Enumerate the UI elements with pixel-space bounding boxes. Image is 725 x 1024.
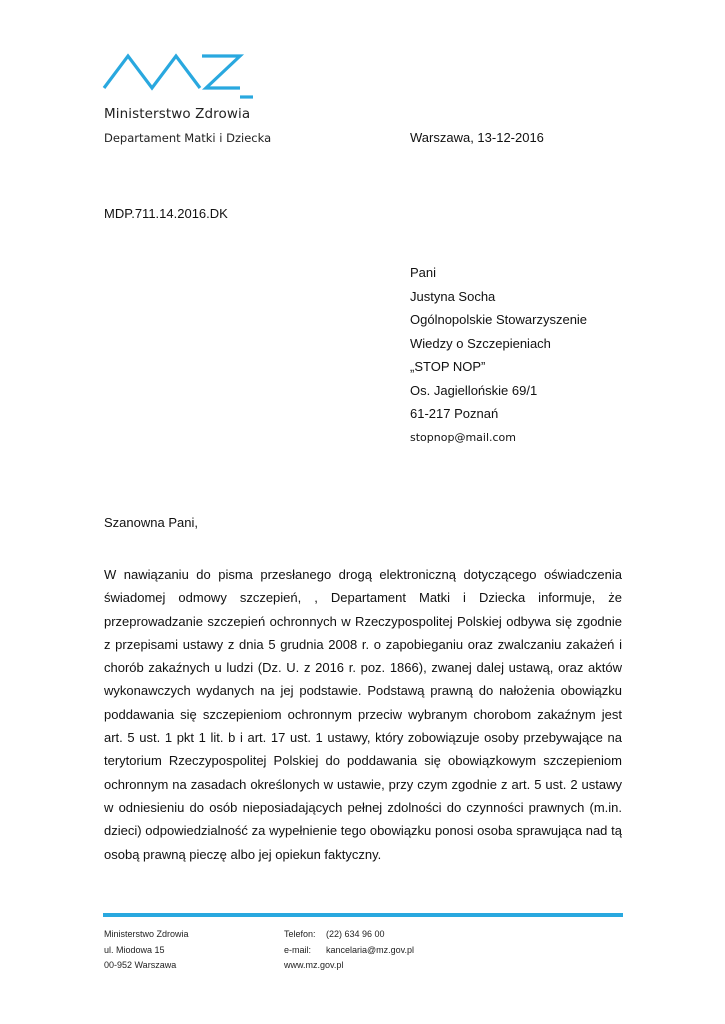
- reference-number: MDP.711.14.2016.DK: [104, 206, 228, 221]
- footer-address-line: Ministerstwo Zdrowia: [104, 929, 189, 939]
- letter-body-paragraph: W nawiązaniu do pisma przesłanego drogą elektroniczną dotyczącego oświadczenia świadomej odmowy szczepień, , Departament Matki i Dziecka informuje, że przeprowadzanie szczepień ochronnych w Rzeczypospolitej Polskiej odbywa się zgodnie z przepisami ustawy z dnia 5 grudnia 2008 r. o zapobieganiu oraz zwalczaniu zakażeń i chorób zakaźnych u ludzi (Dz. U. z 2016 r. poz. 1866), zwanej dalej ustawą, oraz aktów wykonawczych wydanych na jej podstawie. Podstawą prawną do nałożenia obowiązku poddawania się szczepieniom ochronnym przeciw wybranym chorobom zakaźnym jest art. 5 ust. 1 pkt 1 lit. b i art. 17 ust. 1 ustawy, który zobowiązuje osoby przebywające na terytorium Rzeczypospolitej Polskiej do poddawania się obowiązkowym szczepieniom ochronnym na zasadach określonych w ustawie, przy czym zgodnie z art. 5 ust. 2 ustawy w odniesieniu do osób nieposiadających pełnej zdolności do czynności prawnych (m.in. dzieci) odpowiedzialność za wypełnienie tego obowiązku ponosi osoba sprawująca nad tą osobą prawną pieczę albo jej opiekun faktyczny.: [104, 567, 622, 862]
- recipient-line: Os. Jagiellońskie 69/1: [410, 382, 538, 398]
- recipient-line: „STOP NOP”: [410, 359, 486, 374]
- footer-address-line: ul. Miodowa 15: [104, 944, 165, 955]
- ministry-name: Ministerstwo Zdrowia: [104, 106, 251, 122]
- footer-email-link[interactable]: kancelaria@mz.gov.pl: [326, 944, 415, 955]
- footer-website-link[interactable]: www.mz.gov.pl: [284, 960, 344, 970]
- footer-phone: (22) 634 96 00: [326, 929, 385, 939]
- footer-divider: [103, 913, 623, 917]
- ministry-logo: [102, 50, 262, 105]
- footer-address: [104, 927, 189, 974]
- mz-logo-graphic: [102, 50, 262, 105]
- recipient-line: Wiedzy o Szczepieniach: [410, 335, 551, 351]
- recipient-line: 61-217 Poznań: [410, 406, 499, 421]
- recipient-line: Pani: [410, 265, 437, 280]
- footer-email-label: e-mail:: [284, 944, 312, 955]
- recipient-line: Ogólnopolskie Stowarzyszenie: [410, 312, 588, 327]
- recipient-line: Justyna Socha: [410, 288, 496, 304]
- recipient-address: [410, 261, 587, 449]
- footer-email-row: [284, 943, 414, 959]
- footer-phone-row: [284, 927, 414, 943]
- salutation: Szanowna Pani,: [104, 515, 198, 530]
- footer-address-line: 00-952 Warszawa: [104, 960, 177, 970]
- footer-contact: [284, 927, 414, 974]
- footer-phone-label: Telefon:: [284, 929, 316, 939]
- department-name: Departament Matki i Dziecka: [104, 131, 272, 145]
- recipient-email: stopnop@mail.com: [410, 430, 516, 444]
- letter-date: Warszawa, 13-12-2016: [410, 130, 544, 145]
